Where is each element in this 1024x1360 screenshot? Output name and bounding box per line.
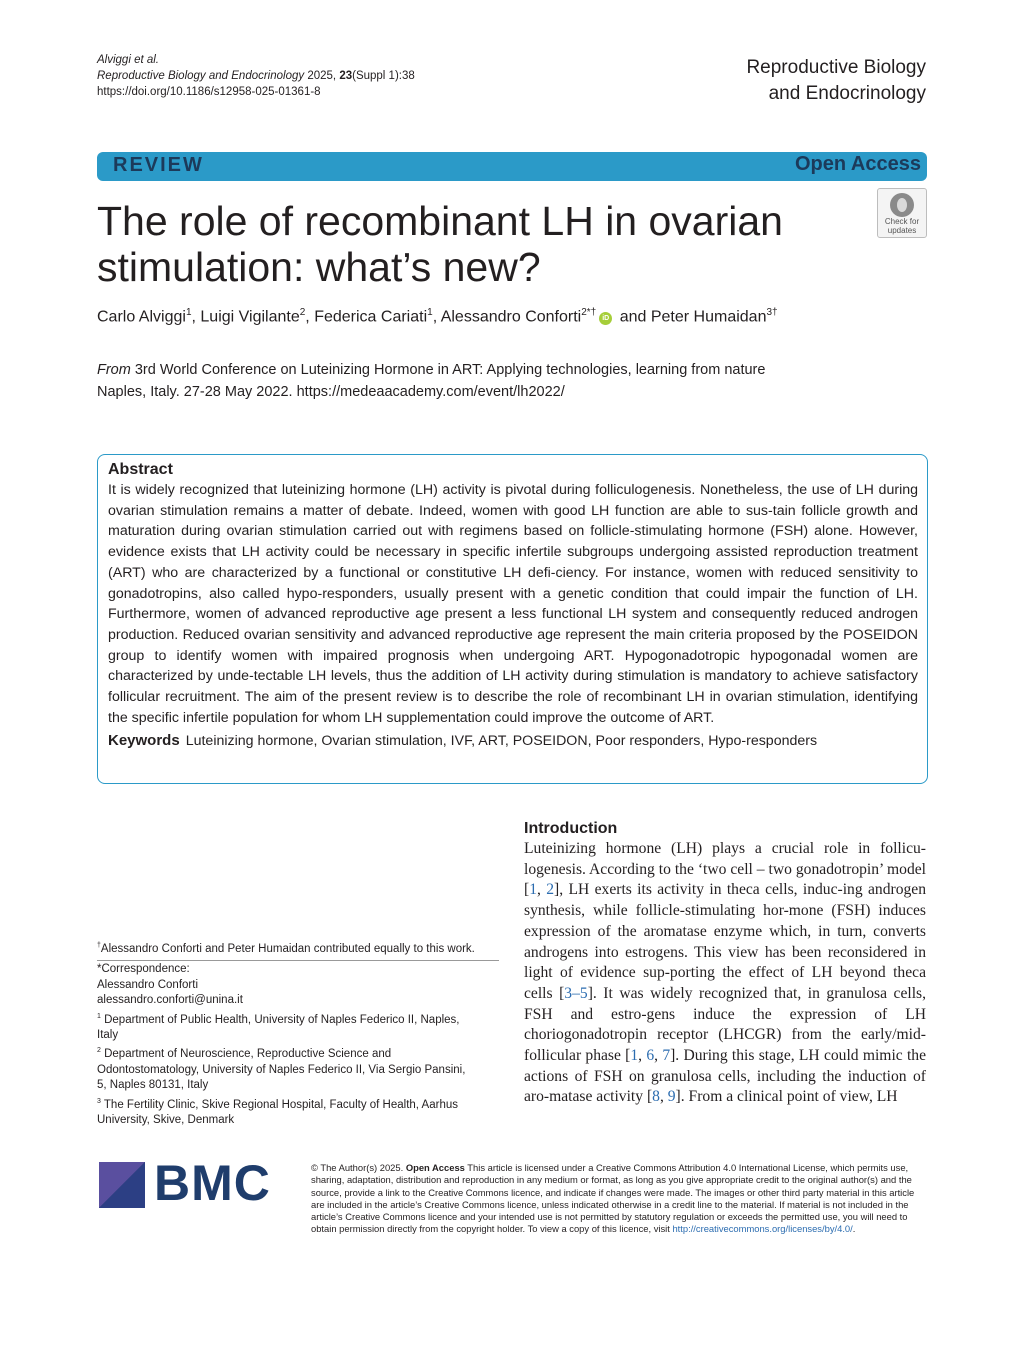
author-name[interactable]: Peter Humaidan	[650, 308, 767, 326]
conference-name: 3rd World Conference on Luteinizing Hormone in ART: Applying technologies, learning from nature	[130, 362, 766, 378]
citation-issue: (Suppl 1):38	[352, 70, 415, 82]
affiliation-number: 1	[97, 1012, 101, 1020]
open-access-label: Open Access	[795, 153, 921, 175]
journal-name-line2: and Endocrinology	[768, 83, 926, 104]
doi-link[interactable]: https://doi.org/10.1186/s12958-025-01361-8	[97, 86, 321, 98]
license-body: This article is licensed under a Creative Commons Attribution 4.0 International License, which permits use, sharing, adaptation, distribution and reproduction in any medium or format, as long as you give appropriate credit to the original author(s) and the source, provide a link to the Creative Commons licence, and indicate if changes were made. The images or other third party material in this article are included in the article’s Creative Commons licence, unless indicated otherwise in a credit line to the material. If material is not included in the article’s Creative Commons licence and your intended use is not permitted by statutory regulation or exceeds the permitted use, you will need to obtain permission directly from the copyright holder. To view a copy of this licence, visit	[311, 1162, 915, 1235]
correspondence-name: Alessandro Conforti	[97, 978, 198, 991]
equal-contribution-note	[97, 938, 499, 957]
license-open-access: Open Access	[405, 1162, 465, 1173]
abstract-box	[97, 454, 928, 784]
article-title: The role of recombinant LH in ovarian stimulation: what’s new?	[97, 198, 783, 290]
affiliation	[97, 1094, 477, 1129]
author-name[interactable]: Luigi Vigilante	[200, 308, 300, 326]
author-affiliation: 1	[427, 307, 433, 318]
correspondence-label: *Correspondence:	[97, 963, 190, 975]
authors-short: Alviggi et al.	[97, 54, 160, 66]
introduction-text-run: Luteinizing hormone (LH) plays a crucial role in follicu-logenesis. According to the ‘two cell – two gonadotropin’ model [	[524, 840, 926, 899]
check-for-updates-line2: updates	[887, 226, 917, 235]
check-for-updates-badge[interactable]	[877, 188, 927, 238]
abstract-text: It is widely recognized that luteinizing hormone (LH) activity is pivotal during folliculogenesis. Nonetheless, the use of LH during ovarian stimulation remains a matter of debate. Indeed, women with good LH function are able to sus-tain follicle growth and maturation during ovarian stimulation carried out with regimens based on follicle-stimulating hormone (FSH) alone. However, evidence exists that LH activity could be necessary in specific infertile subgroups undergoing assisted reproduction treatment (ART) who are characterized by a functional or constitutive LH defi-ciency. For instance, women with reduced sensitivity to gonadotropins, also called hypo-responders, usually present with a genetic condition that could impair the function of LH. Furthermore, women of advanced reproductive age present a less functional LH system and consequently reduced androgen production. Reduced ovarian sensitivity and advanced reproductive age represent the main criteria proposed by the POSEIDON group to identify women with impaired prognosis when undergoing ART. Hypogonadotropic hypogonadal women are characterized by unde-tectable LH levels, thus the addition of LH activity during stimulation is mandatory to achieve satisfactory follicular recruitment. The aim of the present review is to describe the role of recombinant LH in ovarian stimulation, identifying the specific infertile population for whom LH supplementation could improve the outcome of ART.	[108, 482, 918, 726]
dagger-symbol: †	[97, 942, 101, 949]
affiliation-number: 3	[97, 1097, 101, 1105]
introduction-text-run: ], LH exerts its activity in theca cells, induc-ing androgen synthesis, while follicle-stimulating hor-mone (FSH) induces expression of the aromatase enzyme which, in turn, converts androgens into estrogens. This view has been reconsidered in light of evidence sup-porting the effect of LH beyond theca cells [	[524, 881, 927, 1002]
license-link[interactable]: http://creativecommons.org/licenses/by/4.0/	[672, 1223, 853, 1235]
affiliation-text: The Fertility Clinic, Skive Regional Hospital, Faculty of Health, Aarhus University, Skive, Denmark	[97, 1098, 458, 1126]
affiliation-number: 2	[97, 1047, 101, 1055]
affiliation-text: Department of Public Health, University of Naples Federico II, Naples, Italy	[97, 1013, 460, 1041]
from-label: From	[97, 362, 131, 378]
conference-line1	[97, 359, 857, 381]
copyright: © The Author(s) 2025.	[311, 1162, 404, 1173]
bmc-logo	[99, 1155, 281, 1211]
check-for-updates-icon	[890, 193, 914, 217]
license-suffix: .	[852, 1223, 856, 1235]
footnote-divider	[97, 960, 499, 961]
bmc-logo-text: BMC	[154, 1155, 271, 1211]
conference-line2: Naples, Italy. 27-28 May 2022. https://medeaacademy.com/event/lh2022/	[97, 384, 565, 400]
introduction-text-run: ,	[537, 881, 547, 899]
author-affiliation: 3†	[766, 307, 778, 318]
article-type: REVIEW	[113, 154, 204, 176]
author-name[interactable]: Carlo Alviggi	[97, 308, 186, 326]
conference-info	[97, 359, 857, 403]
author-name[interactable]: Alessandro Conforti	[440, 308, 582, 326]
author-affiliation: 2*†	[581, 307, 597, 318]
check-for-updates-line1: Check for	[884, 217, 920, 226]
introduction-text-run: ]. It was widely recognized that, in granulosa cells, FSH and estro-gens induce the expression of LH choriogonadotropin receptor (LHCGR) from the early/mid-follicular phase [	[524, 984, 927, 1065]
citation-link[interactable]: 3–5	[564, 984, 588, 1002]
keywords-label: Keywords	[108, 732, 180, 750]
abstract-heading: Abstract	[108, 461, 173, 478]
citation-link[interactable]: 1	[529, 881, 537, 899]
affiliation	[97, 1043, 477, 1093]
introduction-text-run: ]. From a clinical point of view, LH	[675, 1088, 898, 1106]
citation-volume: 23	[339, 70, 353, 82]
introduction-text-run: ,	[638, 1047, 647, 1065]
citation-link[interactable]: 7	[662, 1047, 671, 1065]
keywords-list: Luteinizing hormone, Ovarian stimulation, IVF, ART, POSEIDON, Poor responders, Hypo-responders	[185, 733, 818, 750]
bmc-logo-icon	[99, 1162, 145, 1208]
citation-link[interactable]: 8	[652, 1088, 660, 1106]
equal-contribution-text: Alessandro Conforti and Peter Humaidan contributed equally to this work.	[100, 942, 475, 955]
author-name[interactable]: Federica Cariati	[314, 308, 428, 326]
citation-year: 2025,	[307, 70, 337, 82]
correspondence-email[interactable]: alessandro.conforti@unina.it	[97, 994, 243, 1006]
keywords	[108, 732, 918, 749]
journal-name-line1: Reproductive Biology	[746, 57, 926, 78]
author-list: Carlo Alviggi$^1$, Luigi Vigilante$^2$, Federica Cariati$^1$, Alessandro Conforti$^{2*\dagger}$iD and Peter Humaidan$^{3\dagger}$	[97, 307, 778, 326]
orcid-icon[interactable]: iD	[599, 312, 612, 325]
article-type-banner	[97, 152, 927, 181]
citation-link[interactable]: 2	[546, 881, 555, 899]
correspondence-block	[97, 962, 477, 1128]
affiliation	[97, 1009, 477, 1044]
introduction-text	[524, 839, 926, 1108]
journal-name	[746, 55, 926, 107]
license-text	[311, 1162, 921, 1236]
author-affiliation: 1	[185, 307, 192, 318]
citation-link[interactable]: 9	[667, 1088, 676, 1106]
citation-link[interactable]: 1	[630, 1047, 639, 1065]
introduction-section	[524, 820, 926, 1108]
authors-and: and	[619, 308, 647, 326]
affiliation-text: Department of Neuroscience, Reproductive Science and Odontostomatology, University of Naples Federico II, Via Sergio Pansini, 5, Naples 80131, Italy	[97, 1048, 466, 1092]
introduction-text-run: ]. During this stage, LH could mimic the actions of FSH on granulosa cells, including the induction of aro-matase activity [	[524, 1047, 927, 1106]
author-affiliation: 2	[299, 307, 306, 318]
journal-citation-name: Reproductive Biology and Endocrinology	[97, 70, 305, 82]
introduction-text-run: ,	[659, 1088, 668, 1106]
introduction-text-run: ,	[654, 1047, 663, 1065]
journal-citation	[97, 68, 415, 84]
introduction-heading: Introduction	[524, 820, 618, 837]
citation-link[interactable]: 6	[646, 1047, 655, 1065]
citation-block	[97, 52, 415, 100]
